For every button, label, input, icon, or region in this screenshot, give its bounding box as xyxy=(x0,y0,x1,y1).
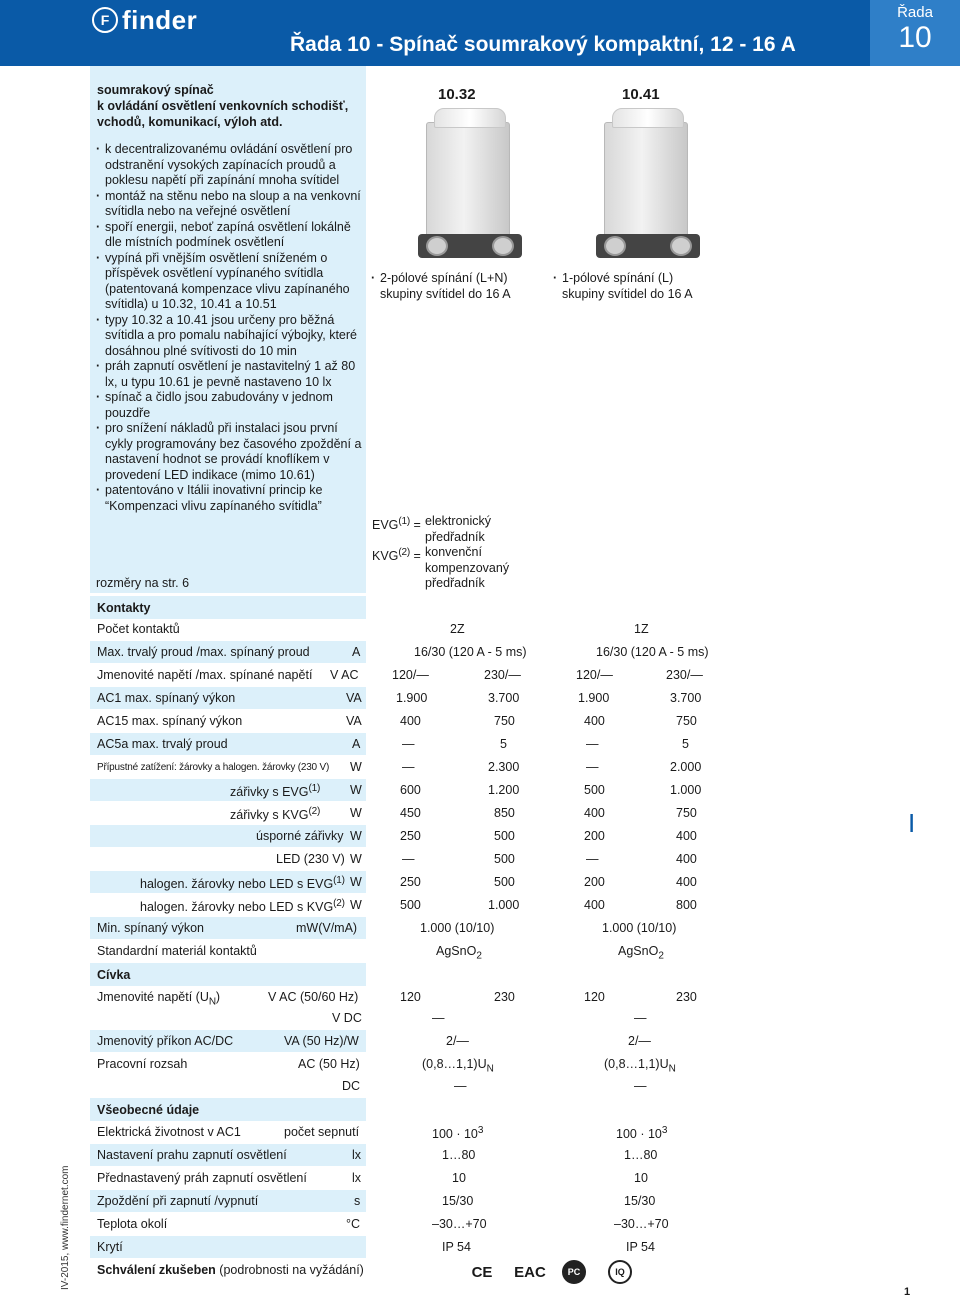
section-general: Všeobecné údaje xyxy=(90,1098,366,1121)
product-code-1041: 10.41 xyxy=(622,86,660,103)
table-row: Teplota okolí °C –30…+70 –30…+70 xyxy=(97,1217,669,1231)
product-desc-1032: · 2-pólové spínání (L+N) skupiny svítidel do 16 A xyxy=(371,271,511,301)
table-row: Jmenovité napětí /max. spínané napětí V AC 120/— 230/— 120/— 230/— xyxy=(97,668,703,682)
feature-item: · k decentralizovanému ovládání osvětlení pro odstranění vysokých zapínacích proudů a poklesu napětí při zapínání mnoha svítidel xyxy=(96,142,364,189)
feature-item: · patentováno v Itálii inovativní princip ke “Kompenzaci vlivu zapínaného svítidla” xyxy=(96,483,364,514)
table-row: Počet kontaktů 2Z 1Z xyxy=(97,622,649,636)
section-contacts: Kontakty xyxy=(90,596,366,619)
intro-text: soumrakový spínač k ovládání osvětlení venkovních schodišť, vchodů, komunikací, výloh atd. xyxy=(97,83,349,129)
table-row: Krytí IP 54 IP 54 xyxy=(90,1236,870,1258)
feature-item: · vypíná při vnějším osvětlení sníženém o příspěvek osvětlení vypínaného svítidla (patentovaná kompenzace vlivu zapínaného svítidla) u 10.32, 10.41 a 10.51 xyxy=(96,251,364,313)
table-row: Elektrická životnost v AC1 počet sepnutí $100 \cdot 10^3$ $100 \cdot 10^3$ xyxy=(97,1125,668,1142)
table-row: zářivky s EVG$^{(1)}$ W 600 1.200 500 1.000 xyxy=(90,779,870,801)
product-image-1032 xyxy=(412,108,528,268)
legend-evg: EVG$^{(1)}$ = elektronický předřadník xyxy=(372,514,491,544)
table-row: V DC — — xyxy=(332,1011,647,1025)
product-image-1041 xyxy=(590,108,706,268)
page-title: Řada 10 - Spínač soumrakový kompaktní, 12 - 16 A xyxy=(290,33,796,56)
product-desc-1041: · 1-pólové spínání (L) skupiny svítidel do 16 A xyxy=(553,271,693,301)
feature-item: · typy 10.32 a 10.41 jsou určeny pro běžná svítidla a pro pomalu nabíhající výbojky, které dosáhnou plné svítivosti do 10 min xyxy=(96,313,364,360)
feature-list xyxy=(96,142,364,514)
product-code-1032: 10.32 xyxy=(438,86,476,103)
table-row: Přednastavený práh zapnutí osvětlení lx 10 10 xyxy=(97,1171,648,1185)
table-row: Nastavení prahu zapnutí osvětlení lx 1…80 1…80 xyxy=(90,1144,870,1166)
series-number: 10 xyxy=(898,21,932,54)
table-row: Max. trvalý proud /max. spínaný proud A 16/30 (120 A - 5 ms) 16/30 (120 A - 5 ms) xyxy=(90,641,870,663)
feature-item: · montáž na stěnu nebo na sloup a na venkovní svítidla nebo na veřejné osvětlení xyxy=(96,189,364,220)
table-row: zářivky s KVG$^{(2)}$ W 450 850 400 750 xyxy=(230,806,697,823)
table-row: Standardní materiál kontaktů AgSnO$_2$ AgSnO$_2$ xyxy=(97,944,664,962)
dimensions-note: rozměry na str. 6 xyxy=(96,576,190,590)
series-label: Řada xyxy=(897,4,933,21)
feature-item: · spoří energii, neboť zapíná osvětlení lokálně dle místních podmínek osvětlení xyxy=(96,220,364,251)
table-row: AC5a max. trvalý proud A — 5 — 5 xyxy=(90,733,870,755)
gost-mark-icon: PC xyxy=(560,1260,588,1284)
table-row: Jmenovitý příkon AC/DC VA (50 Hz)/W 2/— 2/— xyxy=(90,1030,870,1052)
ce-mark-icon: CE xyxy=(471,1263,493,1281)
table-row: DC — — xyxy=(342,1079,647,1093)
header-bar xyxy=(0,0,960,66)
table-row: Přípustné zatížení: žárovky a halogen. žárovky (230 V) W — 2.300 — 2.000 xyxy=(97,760,702,774)
legend-kvg: KVG$^{(2)}$ = konvenční kompenzovaný předřadník xyxy=(372,545,510,590)
series-badge xyxy=(870,0,960,66)
table-row: Jmenovité napětí $(U_N)$ V AC (50/60 Hz) 120 230 120 230 xyxy=(97,990,697,1008)
page-number: 1 xyxy=(904,1286,911,1298)
table-row: úsporné zářivky W 250 500 200 400 xyxy=(90,825,870,847)
table-row: Min. spínaný výkon mW(V/mA) 1.000 (10/10) 1.000 (10/10) xyxy=(90,917,870,939)
table-row: Schválení zkušeben (podrobnosti na vyžádání) xyxy=(97,1263,364,1277)
table-row: halogen. žárovky nebo LED s KVG$^{(2)}$ W 500 1.000 400 800 xyxy=(140,898,697,915)
table-row: Zpoždění při zapnutí /vypnutí s 15/30 15/30 xyxy=(90,1190,870,1212)
feature-item: · spínač a čidlo jsou zabudovány v jednom pouzdře xyxy=(96,390,364,421)
eac-mark-icon: EAC xyxy=(514,1263,546,1281)
finder-logo: F finder xyxy=(92,4,197,36)
feature-item: · práh zapnutí osvětlení je nastavitelný 1 až 80 lx, u typu 10.61 je pevně nastaveno 10 lx xyxy=(96,359,364,390)
footer-side-text: IV-2015, www.findernet.com xyxy=(60,1165,71,1290)
imq-mark-icon: IQ xyxy=(606,1260,634,1284)
feature-item: · pro snížení nákladů při instalaci jsou první cykly programovány bez časového zpoždění a nastavení hodnot se provádí knoflíkem v provedení LED indikace (mimo 10.61) xyxy=(96,421,364,483)
finder-badge-icon: F xyxy=(92,7,118,33)
table-row: AC1 max. spínaný výkon VA 1.900 3.700 1.900 3.700 xyxy=(90,687,870,709)
section-letter: I xyxy=(908,808,916,838)
section-coil: Cívka xyxy=(90,963,366,986)
table-row: halogen. žárovky nebo LED s EVG$^{(1)}$ W 250 500 200 400 xyxy=(90,871,870,893)
table-row: AC15 max. spínaný výkon VA 400 750 400 750 xyxy=(97,714,697,728)
table-row: LED (230 V) W — 500 — 400 xyxy=(276,852,697,866)
table-row: Pracovní rozsah AC (50 Hz) $(0,8\dots 1,1)U_N$ $(0,8\dots 1,1)U_N$ xyxy=(97,1057,676,1075)
